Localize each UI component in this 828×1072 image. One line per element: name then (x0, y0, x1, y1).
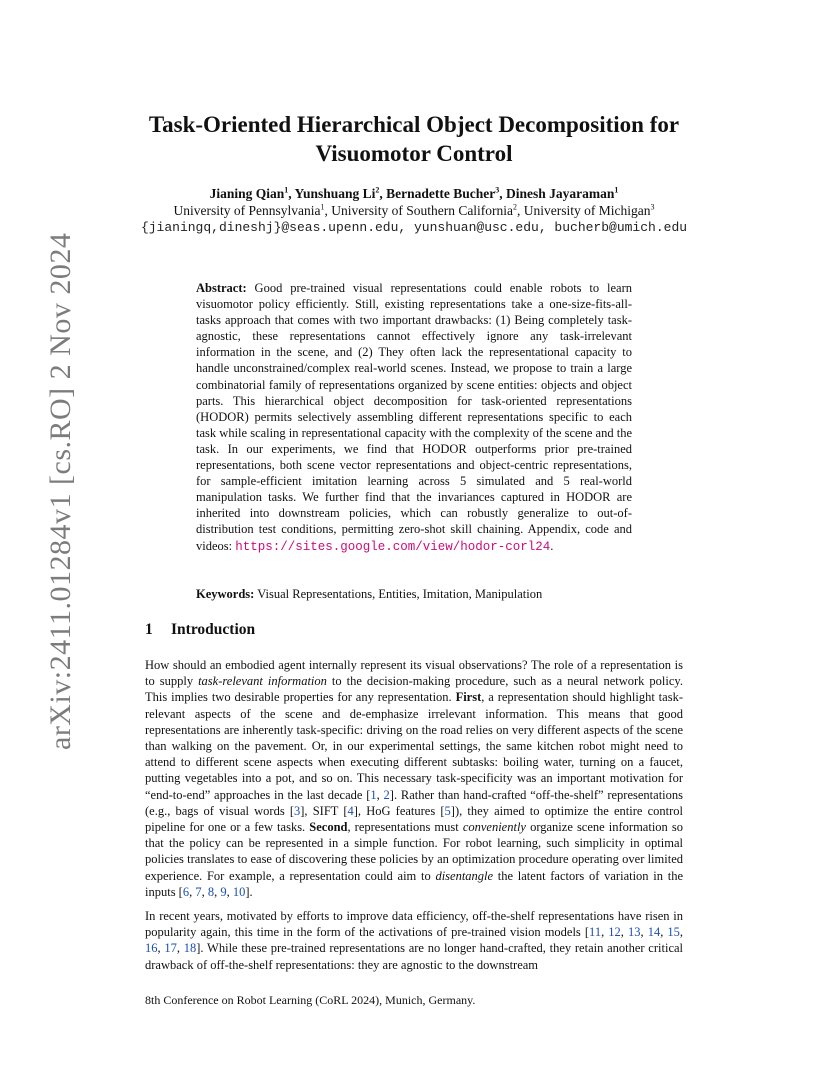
author-list (100, 185, 728, 202)
citation-link[interactable]: 17 (164, 941, 177, 956)
author-name-marker: 1 (614, 185, 619, 195)
body-text: In recent years, motivated by efforts to improve data efficiency, off-the-shelf representations have risen in popularity again, this time in the form of the activations of pre-trained vision models [ (145, 909, 683, 940)
conference-footer: 8th Conference on Robot Learning (CoRL 2024), Munich, Germany. (145, 993, 476, 1007)
keywords (196, 586, 632, 602)
body-text: , (189, 884, 196, 899)
affiliation-name-marker: 3 (650, 202, 655, 212)
section-number: 1 (145, 621, 153, 638)
author-name-marker: 2 (375, 185, 380, 195)
affiliation-name-marker: 1 (320, 202, 325, 212)
author-emails: {jianingq,dineshj}@seas.upenn.edu, yunshuan@usc.edu, bucherb@umich.edu (140, 220, 688, 235)
citation-link[interactable]: 11 (589, 925, 602, 940)
author-name: Jianing Qian (209, 186, 285, 201)
citation-link[interactable]: 14 (647, 925, 661, 940)
separator: , (288, 186, 295, 201)
body-text: , (157, 941, 165, 956)
citation-link[interactable]: 3 (294, 803, 301, 818)
body-text: , (176, 941, 184, 956)
body-text: , (601, 925, 609, 940)
affiliation-name: University of Southern California (331, 203, 514, 218)
affiliation-name: University of Michigan (523, 203, 651, 218)
arxiv-side-stamp (24, 232, 77, 750)
affiliation-name-marker: 2 (513, 202, 518, 212)
section-heading (145, 621, 255, 639)
citation-link[interactable]: 4 (347, 803, 354, 818)
body-text: , representations must (347, 820, 463, 835)
body-text: to the decision-making procedure, such as a neural network policy. This implies two desirable properties for any representation. (145, 674, 683, 705)
body-text: ]. (245, 884, 253, 899)
citation-link[interactable]: 7 (195, 884, 202, 899)
affiliation-list (100, 202, 728, 219)
abstract-end: . (550, 538, 554, 553)
author-name: Dinesh Jayaraman (506, 186, 615, 201)
paper-title (130, 110, 698, 168)
citation-link[interactable]: 13 (628, 925, 641, 940)
emphasis-text: disentangle (435, 868, 494, 883)
body-text: , (376, 787, 384, 802)
body-text: , (660, 925, 668, 940)
emphasis-text: task-relevant information (198, 674, 327, 689)
intro-paragraph-2 (145, 908, 683, 973)
affiliation-name: University of Pennsylvania (173, 203, 321, 218)
citation-link[interactable]: 5 (444, 803, 451, 818)
body-text: ], SIFT [ (300, 803, 348, 818)
project-url-link[interactable]: https://sites.google.com/view/hodor-corl24 (235, 539, 551, 554)
citation-link[interactable]: 8 (207, 884, 215, 899)
body-text: , (620, 925, 628, 940)
citation-link[interactable]: 6 (182, 884, 190, 899)
author-name-marker: 3 (495, 185, 500, 195)
title-line-1: Task-Oriented Hierarchical Object Decomposition for (148, 112, 680, 137)
abstract-label: Abstract: (196, 281, 247, 295)
bold-text: First (455, 690, 482, 705)
separator: , (379, 186, 387, 201)
bold-text: Second (309, 820, 348, 835)
body-text: ], HoG features [ (353, 803, 445, 818)
title-line-2: Visuomotor Control (315, 141, 513, 166)
citation-link[interactable]: 16 (145, 941, 158, 956)
body-text: , (640, 925, 648, 940)
body-text: , a representation should highlight task-relevant aspects of the scene and de-emphasize irrelevant information. This means that good representations are inherently task-specific: driving on the road relies on very different aspects of the scene than walking on the pavement. Or, in our experimental settings, the same kitchen robot might need to attend to different scene aspects when executing different subtasks: boiling water, turning on a faucet, putting vegetables into a pot, and so on. This necessary task-specificity was an important motivation for “end-to-end” approaches in the last decade [ (145, 690, 683, 802)
citation-link[interactable]: 9 (220, 884, 227, 899)
citation-link[interactable]: 1 (370, 787, 377, 802)
citation-link[interactable]: 2 (383, 787, 390, 802)
body-text: the latent factors of variation in the inputs [ (145, 868, 683, 899)
citation-link[interactable]: 15 (667, 925, 680, 940)
author-name-marker: 1 (284, 185, 289, 195)
separator: , (324, 203, 332, 218)
body-text: , (214, 884, 221, 899)
body-text: , (226, 884, 233, 899)
arxiv-identifier: arXiv:2411.01284v1 [cs.RO] 2 Nov 2024 (44, 232, 77, 750)
body-text: ]), they aimed to optimize the entire control pipeline for one or a few tasks. (145, 803, 683, 835)
body-text: How should an embodied agent internally represent its visual observations? The role of a representation is to supply (145, 658, 683, 689)
abstract-body: Good pre-trained visual representations could enable robots to learn visuomotor policy efficiently. Still, existing representations take a one-size-fits-all-tasks approach that comes with two important drawbacks: (1) Being completely task-agnostic, these representations cannot effectively ignore any task-irrelevant information in the scene, and (2) They often lack the representational capacity to handle unconstrained/complex real-world scenes. Instead, we propose to train a large combinatorial family of representations organized by scene entities: objects and object parts. This hierarchical object decomposition for task-oriented representations (HODOR) permits selectively assembling different representations specific to each task while scaling in representational capacity with the complexity of the scene and the task. In our experiments, we find that HODOR outperforms prior pre-trained representations, both scene vector representations and object-centric representations, for sample-efficient imitation learning across 5 simulated and 5 real-world manipulation tasks. We further find that the invariances captured in HODOR are inherited into downstream policies, which can robustly generalize to out-of-distribution test conditions, permitting zero-shot skill chaining. Appendix, code and videos: (196, 281, 632, 553)
separator: , (517, 203, 524, 218)
author-name: Yunshuang Li (294, 186, 376, 201)
abstract (196, 280, 632, 555)
body-text: , (679, 925, 684, 940)
body-text: organize scene information so that the policy can be represented in a simple function. For robot learning, such simplicity in optimal policies translates to ease of discovering these policies by an optimization procedure operating over limited experience. For example, a representation could aim to (145, 820, 683, 883)
body-text: ]. While these pre-trained representations are no longer hand-crafted, they retain another critical drawback of off-the-shelf representations: they are agnostic to the downstream (145, 941, 684, 972)
body-text: ]. Rather than hand-crafted “off-the-shelf” representations (e.g., bags of visual words [ (145, 787, 684, 818)
author-name: Bernadette Bucher (386, 186, 496, 201)
intro-paragraph-1 (145, 657, 683, 900)
body-text: , (201, 884, 208, 899)
separator: , (499, 186, 507, 201)
citation-link[interactable]: 18 (183, 941, 197, 956)
section-title: Introduction (171, 621, 256, 638)
citation-link[interactable]: 10 (232, 884, 246, 899)
emphasis-text: conveniently (462, 820, 526, 835)
keywords-text: Visual Representations, Entities, Imitation, Manipulation (254, 587, 543, 601)
citation-link[interactable]: 12 (608, 925, 621, 940)
keywords-label: Keywords: (196, 587, 255, 601)
